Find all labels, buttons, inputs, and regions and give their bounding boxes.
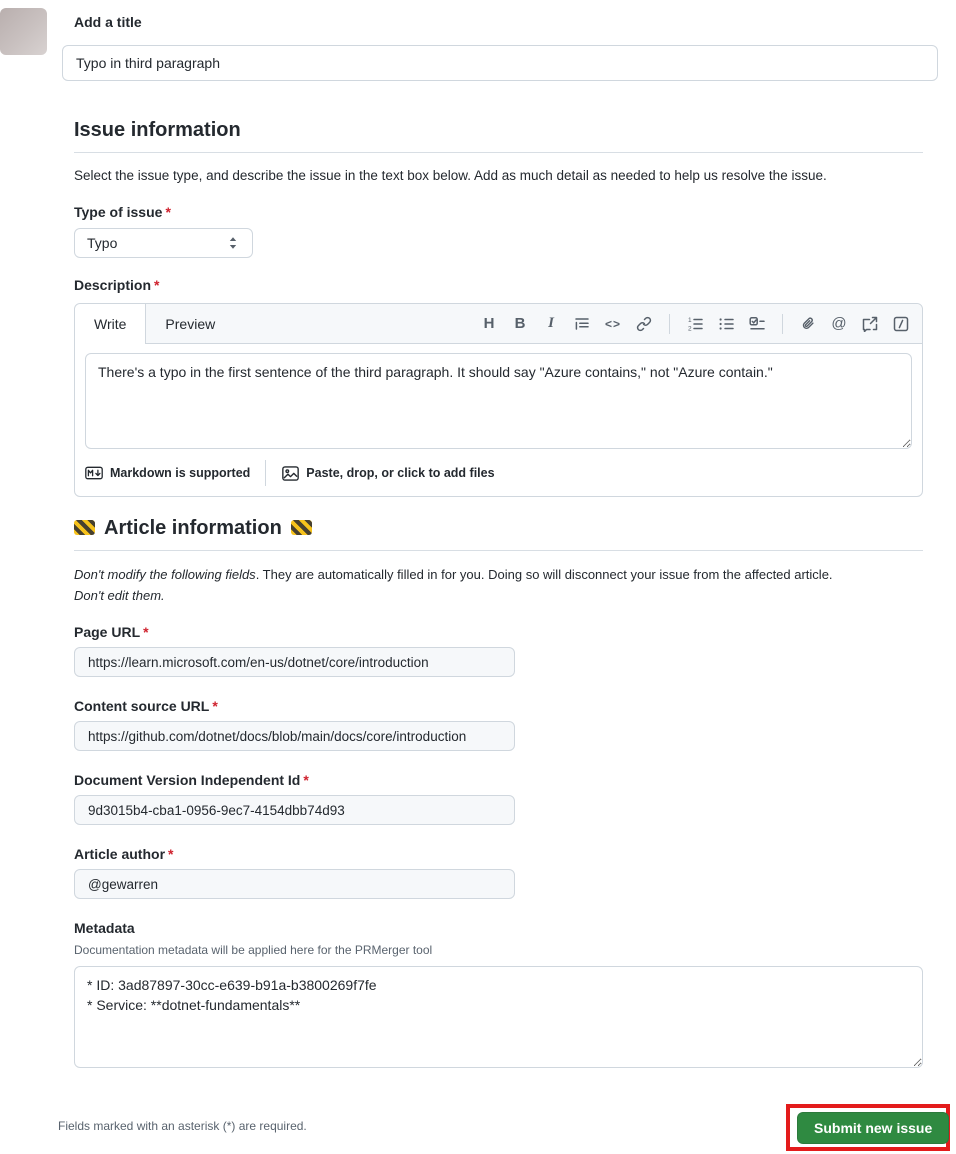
required-asterisk: *	[143, 624, 149, 640]
content-source-url-label: Content source URL *	[74, 698, 218, 714]
svg-text:2: 2	[688, 325, 692, 332]
markdown-supported-link[interactable]: Markdown is supported	[85, 464, 250, 482]
link-icon[interactable]	[635, 315, 653, 333]
content-source-url-input[interactable]	[74, 721, 515, 751]
toolbar-divider	[782, 314, 783, 334]
mention-icon[interactable]: @	[831, 315, 847, 332]
metadata-caption: Documentation metadata will be applied here for the PRMerger tool	[74, 943, 433, 957]
paperclip-icon[interactable]	[799, 315, 817, 333]
metadata-textarea[interactable]	[74, 966, 923, 1068]
editor-tab-bar	[75, 304, 922, 344]
issue-information-heading: Issue information	[74, 116, 923, 153]
avatar	[0, 8, 47, 55]
heading-icon[interactable]: H	[483, 315, 495, 332]
slash-commands-icon[interactable]	[892, 315, 910, 333]
markdown-toolbar	[480, 304, 922, 343]
image-icon	[281, 464, 299, 482]
page-url-label: Page URL *	[74, 624, 149, 640]
write-tab[interactable]: Write	[75, 304, 146, 344]
preview-tab[interactable]: Preview	[165, 315, 216, 332]
required-asterisk: *	[212, 698, 218, 714]
bold-icon[interactable]: B	[514, 315, 526, 332]
task-list-icon[interactable]	[748, 315, 766, 333]
issue-title-input[interactable]	[62, 45, 938, 81]
footer-divider	[265, 460, 266, 486]
numbered-list-icon[interactable]	[686, 315, 704, 333]
required-asterisk: *	[303, 772, 309, 788]
italic-icon[interactable]: I	[548, 315, 554, 331]
submit-new-issue-button[interactable]: Submit new issue	[797, 1112, 949, 1144]
construction-emoji	[291, 520, 312, 535]
required-asterisk: *	[154, 277, 160, 293]
page-url-input[interactable]	[74, 647, 515, 677]
issue-information-intro: Select the issue type, and describe the issue in the text box below. Add as much detail as needed to help us resolve the issue.	[74, 168, 827, 183]
code-icon[interactable]: <>	[604, 316, 621, 331]
svg-text:1: 1	[688, 316, 692, 324]
type-of-issue-label: Type of issue *	[74, 204, 171, 220]
description-textarea[interactable]	[85, 353, 912, 449]
cross-reference-icon[interactable]	[861, 315, 879, 333]
description-label: Description *	[74, 277, 160, 293]
markdown-icon	[85, 464, 103, 482]
document-version-id-input[interactable]	[74, 795, 515, 825]
editor-footer	[75, 449, 922, 497]
metadata-label: Metadata	[74, 920, 135, 936]
article-author-label: Article author *	[74, 846, 174, 862]
document-version-id-label: Document Version Independent Id *	[74, 772, 309, 788]
type-of-issue-select[interactable]	[74, 228, 253, 258]
required-asterisk: *	[168, 846, 174, 862]
markdown-editor	[74, 303, 923, 497]
bulleted-list-icon[interactable]	[717, 315, 735, 333]
attach-files-button[interactable]: Paste, drop, or click to add files	[281, 464, 494, 482]
required-asterisk: *	[165, 204, 171, 220]
article-information-heading: Article information	[74, 514, 923, 551]
chevron-up-down-icon	[224, 234, 242, 252]
required-fields-note: Fields marked with an asterisk (*) are required.	[58, 1119, 307, 1133]
type-of-issue-value: Typo	[87, 235, 118, 251]
article-author-input[interactable]	[74, 869, 515, 899]
quote-icon[interactable]	[573, 315, 591, 333]
add-title-label: Add a title	[74, 14, 142, 30]
toolbar-divider	[669, 314, 670, 334]
construction-emoji	[74, 520, 95, 535]
do-not-modify-note: Don't modify the following fields. They are automatically filled in for you. Doing so will disconnect your issue from the affected article. Don't edit them.	[74, 567, 833, 603]
